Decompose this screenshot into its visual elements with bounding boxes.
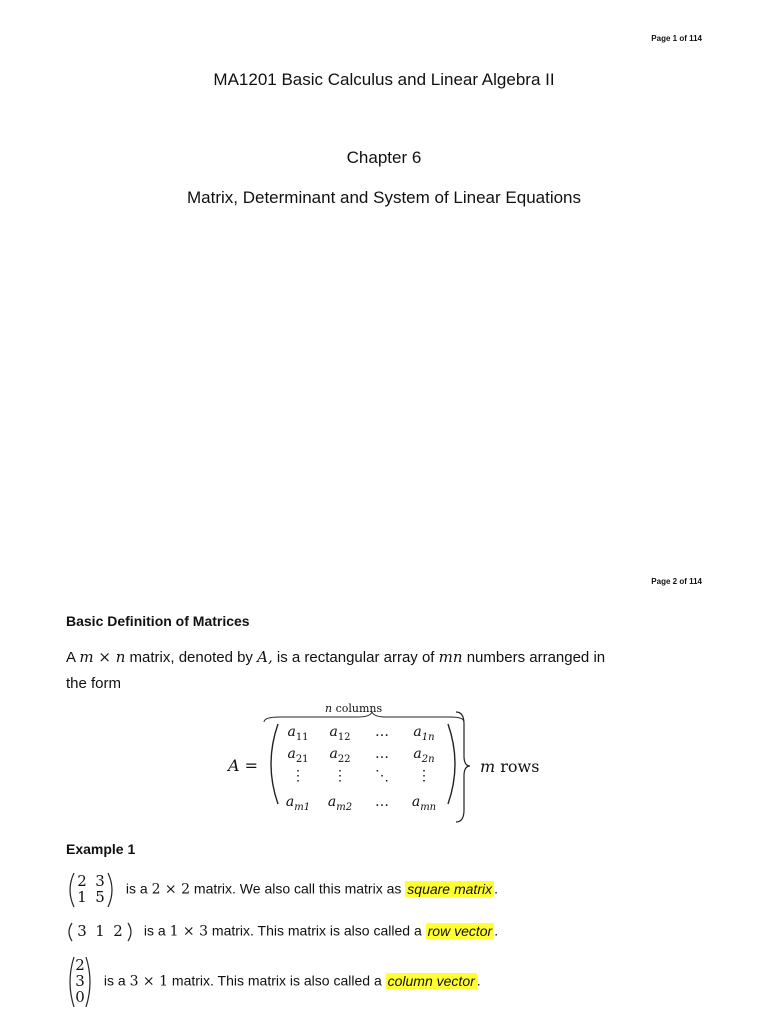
page-number-2: Page 2 of 114 bbox=[651, 577, 702, 586]
page-number-1: Page 1 of 114 bbox=[651, 34, 702, 43]
mxn-symbol: m × n bbox=[79, 648, 126, 666]
columns-label: n columns bbox=[325, 702, 383, 715]
matrix-cell: 3 bbox=[75, 972, 85, 990]
matrix-entry: … bbox=[375, 746, 389, 762]
matrix-entry: $a_{1n}$ bbox=[413, 724, 435, 743]
matrix-cell: 1 bbox=[77, 888, 87, 906]
matrix-entry: … bbox=[375, 794, 389, 810]
matrix-entry: $a_{m2}$ bbox=[327, 794, 353, 813]
highlight-row-vector: row vector bbox=[427, 922, 493, 939]
definition-paragraph: A m × n matrix, denoted by A, is a rectangular array of mn numbers arranged in the form bbox=[66, 648, 606, 692]
matrix-cell: 5 bbox=[95, 888, 105, 906]
matrix-entry: ⋮ bbox=[333, 768, 347, 784]
matrix-entry: $a_{12}$ bbox=[329, 724, 351, 743]
chapter-title: Matrix, Determinant and System of Linear Equations bbox=[186, 188, 582, 207]
matrix-cell: 2 bbox=[77, 872, 87, 890]
example-matrix-1x3 bbox=[66, 922, 134, 942]
example-matrix-3x1 bbox=[66, 956, 94, 1008]
highlight-square-matrix: square matrix bbox=[407, 880, 493, 897]
example-row-1: 2 3 1 5 is a 2 × 2 matrix. We also call this matrix as square matrix . bbox=[66, 872, 498, 908]
matrix-entry: $a_{2n}$ bbox=[413, 746, 435, 765]
matrix-entry: $a_{m1}$ bbox=[285, 794, 311, 813]
chapter-label: Chapter 6 bbox=[346, 148, 422, 167]
section-heading: Basic Definition of Matrices bbox=[66, 613, 250, 629]
course-title: MA1201 Basic Calculus and Linear Algebra II bbox=[213, 70, 555, 89]
matrix-cell: 3 bbox=[77, 922, 87, 940]
matrix-cell: 1 bbox=[95, 922, 105, 940]
mn-symbol: mn bbox=[438, 648, 463, 666]
matrix-entry: $a_{21}$ bbox=[287, 746, 309, 765]
highlight-column-vector: column vector bbox=[387, 972, 475, 989]
matrix-cell: 3 bbox=[95, 872, 105, 890]
matrix-entry: ⋮ bbox=[291, 768, 305, 784]
matrix-cell: 0 bbox=[75, 988, 85, 1006]
matrix-cell: 2 bbox=[113, 922, 123, 940]
matrix-entry: $a_{11}$ bbox=[287, 724, 309, 743]
matrix-entry: … bbox=[375, 724, 389, 740]
example-matrix-2x2 bbox=[66, 872, 116, 908]
example-row-2: 3 1 2 is a 1 × 3 matrix. This matrix is also called a row vector . bbox=[66, 922, 498, 942]
matrix-entry: $a_{22}$ bbox=[329, 746, 351, 765]
rows-label: m rows bbox=[480, 757, 540, 776]
matrix-entry: ⋱ bbox=[375, 768, 389, 784]
matrix-cell: 2 bbox=[75, 956, 85, 974]
A-symbol: A, bbox=[257, 648, 273, 666]
matrix-entry: $a_{mn}$ bbox=[411, 794, 437, 813]
example-row-3: 2 3 0 is a 3 × 1 matrix. This matrix is also called a column vector . bbox=[66, 956, 481, 1008]
matrix-lhs: A = bbox=[228, 756, 259, 775]
matrix-entry: ⋮ bbox=[417, 768, 431, 784]
general-matrix-display bbox=[220, 700, 580, 830]
example-heading: Example 1 bbox=[66, 841, 136, 857]
